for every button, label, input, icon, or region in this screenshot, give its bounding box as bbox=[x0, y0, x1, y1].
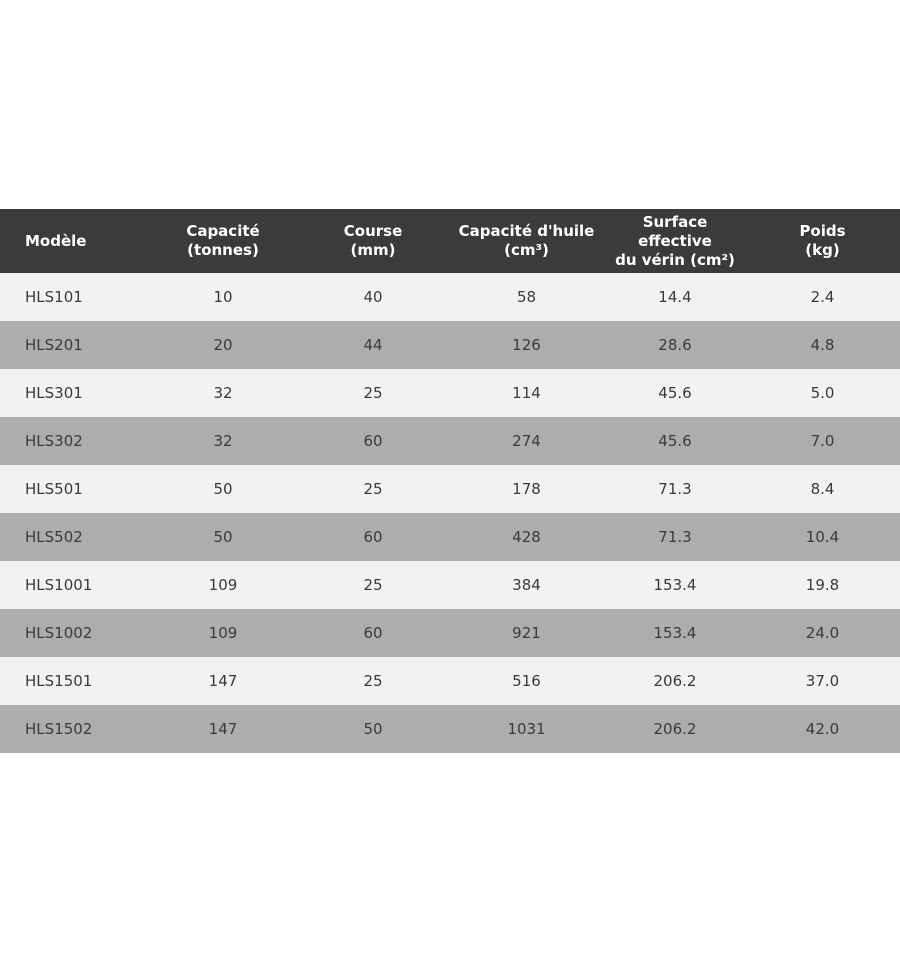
cell-modele: HLS1001 bbox=[25, 576, 93, 594]
cell-capacite-huile: 428 bbox=[512, 528, 541, 546]
cell-modele: HLS1502 bbox=[25, 720, 93, 738]
cell-capacite: 32 bbox=[213, 432, 233, 450]
cell-capacite: 32 bbox=[213, 384, 233, 402]
cell-surface-effective: 206.2 bbox=[653, 720, 697, 738]
cell-modele: HLS502 bbox=[25, 528, 83, 546]
cell-capacite-huile: 516 bbox=[512, 672, 541, 690]
cell-surface-effective: 71.3 bbox=[658, 480, 692, 498]
header-course bbox=[298, 222, 448, 260]
cell-poids: 2.4 bbox=[810, 288, 835, 306]
header-line: Capacité (tonnes) bbox=[186, 222, 260, 259]
cell-capacite: 50 bbox=[213, 480, 233, 498]
header-surface-effective bbox=[605, 213, 745, 270]
cell-capacite-huile: 384 bbox=[512, 576, 541, 594]
cell-surface-effective: 28.6 bbox=[658, 336, 692, 354]
header-line: Surface effective bbox=[638, 212, 712, 250]
cell-course: 25 bbox=[363, 576, 383, 594]
header-poids bbox=[745, 222, 900, 260]
table-row bbox=[0, 513, 900, 561]
table-row bbox=[0, 273, 900, 321]
header-capacite-huile bbox=[448, 222, 605, 260]
cell-poids: 42.0 bbox=[805, 720, 840, 738]
cell-poids: 5.0 bbox=[810, 384, 835, 402]
table-row bbox=[0, 705, 900, 753]
header-line: Poids bbox=[799, 222, 846, 240]
cell-course: 25 bbox=[363, 672, 383, 690]
cell-capacite-huile: 1031 bbox=[507, 720, 546, 738]
cell-surface-effective: 71.3 bbox=[658, 528, 692, 546]
cell-modele: HLS501 bbox=[25, 480, 83, 498]
header-line: Capacité d'huile bbox=[458, 222, 595, 240]
cell-course: 60 bbox=[363, 432, 383, 450]
cell-course: 40 bbox=[363, 288, 383, 306]
cell-surface-effective: 153.4 bbox=[653, 576, 697, 594]
header-line: (cm³) bbox=[504, 241, 549, 259]
cell-surface-effective: 45.6 bbox=[658, 432, 692, 450]
cell-capacite: 109 bbox=[208, 624, 238, 642]
table-row bbox=[0, 609, 900, 657]
cell-course: 44 bbox=[363, 336, 383, 354]
cell-capacite: 147 bbox=[208, 672, 238, 690]
header-line: Modèle bbox=[25, 231, 87, 250]
table-row bbox=[0, 321, 900, 369]
cell-course: 60 bbox=[363, 624, 383, 642]
cell-poids: 7.0 bbox=[810, 432, 835, 450]
cell-poids: 8.4 bbox=[810, 480, 835, 498]
header-line: (kg) bbox=[805, 241, 840, 259]
cell-capacite-huile: 126 bbox=[512, 336, 541, 354]
table-row bbox=[0, 465, 900, 513]
table-row bbox=[0, 417, 900, 465]
cell-course: 25 bbox=[363, 480, 383, 498]
cell-course: 50 bbox=[363, 720, 383, 738]
cell-poids: 10.4 bbox=[805, 528, 840, 546]
cell-modele: HLS1501 bbox=[25, 672, 93, 690]
cell-capacite-huile: 921 bbox=[512, 624, 541, 642]
cell-capacite: 147 bbox=[208, 720, 238, 738]
cell-surface-effective: 14.4 bbox=[658, 288, 692, 306]
cell-capacite: 50 bbox=[213, 528, 233, 546]
table-row bbox=[0, 561, 900, 609]
cell-poids: 24.0 bbox=[805, 624, 840, 642]
cell-capacite: 109 bbox=[208, 576, 238, 594]
header-capacite bbox=[148, 222, 298, 260]
table-row bbox=[0, 369, 900, 417]
cell-poids: 4.8 bbox=[810, 336, 835, 354]
header-line: (mm) bbox=[350, 241, 396, 259]
cell-poids: 37.0 bbox=[805, 672, 840, 690]
cell-capacite: 10 bbox=[213, 288, 233, 306]
cell-capacite-huile: 178 bbox=[512, 480, 541, 498]
header-line: du vérin (cm²) bbox=[615, 250, 735, 269]
cell-capacite-huile: 274 bbox=[512, 432, 541, 450]
cell-capacite-huile: 58 bbox=[516, 288, 537, 306]
cell-modele: HLS301 bbox=[25, 384, 83, 402]
cell-course: 60 bbox=[363, 528, 383, 546]
cell-modele: HLS1002 bbox=[25, 624, 93, 642]
header-modele bbox=[0, 232, 148, 251]
cell-course: 25 bbox=[363, 384, 383, 402]
cell-modele: HLS302 bbox=[25, 432, 83, 450]
cell-surface-effective: 45.6 bbox=[658, 384, 692, 402]
cell-surface-effective: 153.4 bbox=[653, 624, 697, 642]
cell-modele: HLS101 bbox=[25, 288, 83, 306]
cell-capacite-huile: 114 bbox=[512, 384, 541, 402]
header-line: Course bbox=[343, 222, 403, 240]
cell-capacite: 20 bbox=[213, 336, 233, 354]
cell-modele: HLS201 bbox=[25, 336, 83, 354]
cell-poids: 19.8 bbox=[805, 576, 840, 594]
spec-table bbox=[0, 209, 900, 753]
cell-surface-effective: 206.2 bbox=[653, 672, 697, 690]
table-header-row bbox=[0, 209, 900, 273]
table-row bbox=[0, 657, 900, 705]
